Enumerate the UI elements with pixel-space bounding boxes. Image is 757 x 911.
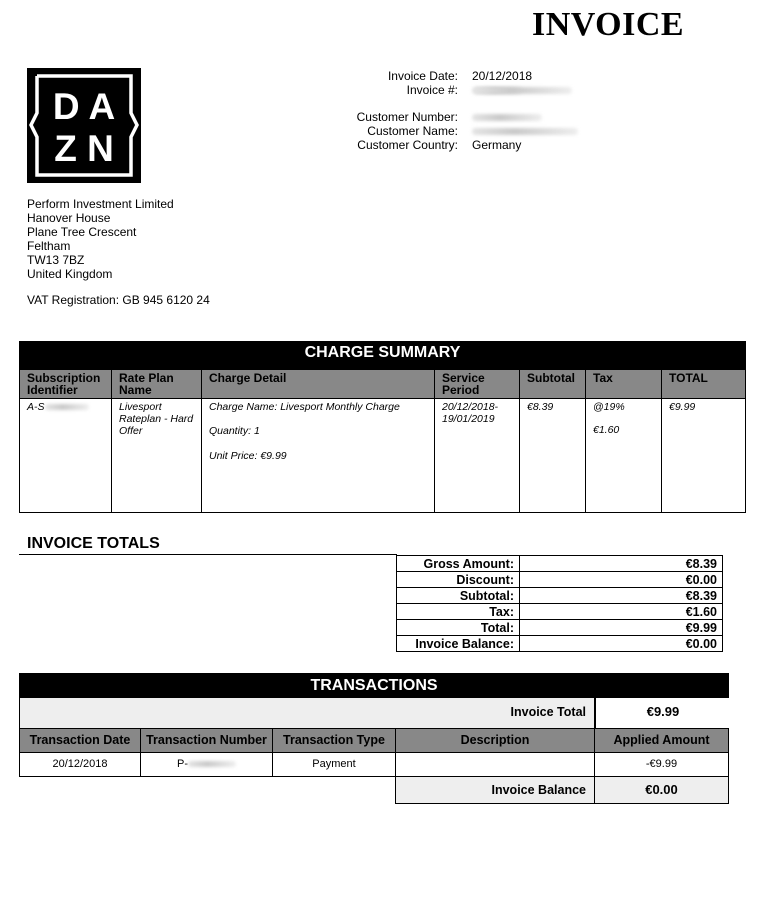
cell-transaction-type: Payment bbox=[272, 752, 396, 777]
col-subtotal bbox=[520, 370, 586, 512]
header-description: Description bbox=[395, 728, 595, 753]
customer-country-value: Germany bbox=[472, 138, 522, 152]
cell-description bbox=[395, 752, 595, 777]
address-line: Feltham bbox=[27, 239, 71, 253]
table-row bbox=[397, 588, 723, 604]
invoice-number-label: Invoice #: bbox=[406, 83, 458, 97]
address-line: United Kingdom bbox=[27, 267, 113, 281]
invoice-number-value bbox=[472, 83, 572, 97]
page-title: INVOICE bbox=[532, 6, 685, 43]
cell-transaction-date: 20/12/2018 bbox=[19, 752, 141, 777]
col-total bbox=[662, 370, 745, 512]
invoice-total-row bbox=[19, 698, 729, 728]
header-subscription: Subscription Identifier bbox=[20, 370, 111, 399]
redacted-mark bbox=[472, 87, 572, 94]
table-row bbox=[397, 572, 723, 588]
cell-service-period: 20/12/2018-19/01/2019 bbox=[442, 401, 499, 425]
customer-name-value bbox=[472, 124, 578, 138]
col-service-period bbox=[435, 370, 520, 512]
header-tax: Tax bbox=[586, 370, 661, 399]
redacted-mark bbox=[472, 114, 542, 121]
header-transaction-type: Transaction Type bbox=[272, 728, 396, 753]
totals-value: €1.60 bbox=[520, 604, 723, 620]
totals-value: €0.00 bbox=[520, 636, 723, 652]
cell-transaction-number: P- bbox=[140, 752, 273, 777]
tax-amount: €1.60 bbox=[593, 424, 620, 436]
redacted-mark bbox=[472, 128, 578, 135]
invoice-totals-title: INVOICE TOTALS bbox=[27, 535, 160, 552]
totals-value: €9.99 bbox=[520, 620, 723, 636]
table-row bbox=[397, 620, 723, 636]
totals-value: €8.39 bbox=[520, 588, 723, 604]
seller-address bbox=[27, 197, 174, 281]
col-charge-detail bbox=[202, 370, 435, 512]
header-subtotal: Subtotal bbox=[520, 370, 585, 399]
header-rate-plan: Rate Plan Name bbox=[112, 370, 201, 399]
header-total: TOTAL bbox=[662, 370, 745, 399]
charge-summary-title: CHARGE SUMMARY bbox=[20, 342, 745, 370]
header-transaction-date: Transaction Date bbox=[19, 728, 141, 753]
charge-unit-price: Unit Price: €9.99 bbox=[209, 450, 287, 462]
cell-charge-detail bbox=[202, 399, 434, 462]
address-line: Perform Investment Limited bbox=[27, 197, 174, 211]
customer-number-label: Customer Number: bbox=[356, 110, 458, 124]
invoice-totals-table bbox=[396, 555, 723, 652]
customer-country-label: Customer Country: bbox=[357, 138, 458, 152]
header-applied-amount: Applied Amount bbox=[594, 728, 729, 753]
redacted-mark bbox=[188, 761, 236, 767]
charge-quantity: Quantity: 1 bbox=[209, 425, 260, 437]
tax-rate: @19% bbox=[593, 401, 625, 413]
header-service-period: Service Period bbox=[435, 370, 519, 399]
col-subscription bbox=[20, 370, 112, 512]
invoice-date-value: 20/12/2018 bbox=[472, 69, 532, 97]
cell-total: €9.99 bbox=[669, 401, 696, 413]
totals-label: Invoice Balance: bbox=[397, 636, 520, 652]
cell-applied-amount: -€9.99 bbox=[594, 752, 729, 777]
cell-rate-plan: Livesport Rateplan - Hard Offer bbox=[119, 401, 194, 437]
header-charge-detail: Charge Detail bbox=[202, 370, 434, 399]
cell-tax bbox=[586, 399, 661, 436]
invoice-balance-label: Invoice Balance bbox=[395, 776, 595, 804]
header-transaction-number: Transaction Number bbox=[140, 728, 273, 753]
table-row bbox=[397, 556, 723, 572]
totals-label: Discount: bbox=[397, 572, 520, 588]
dazn-logo-mark bbox=[27, 68, 141, 183]
divider bbox=[19, 554, 397, 555]
totals-label: Total: bbox=[397, 620, 520, 636]
transactions-header-row bbox=[19, 728, 729, 753]
totals-value: €0.00 bbox=[520, 572, 723, 588]
redacted-mark bbox=[45, 404, 89, 410]
brand-logo bbox=[27, 68, 141, 183]
customer-number-value bbox=[472, 110, 542, 124]
address-line: Plane Tree Crescent bbox=[27, 225, 137, 239]
charge-summary-table bbox=[19, 341, 746, 513]
totals-value: €8.39 bbox=[520, 556, 723, 572]
invoice-date-label: Invoice Date: bbox=[387, 69, 458, 83]
logo-line-2: Z N bbox=[54, 128, 114, 169]
totals-label: Gross Amount: bbox=[397, 556, 520, 572]
col-rate-plan bbox=[112, 370, 202, 512]
invoice-total-label: Invoice Total bbox=[396, 698, 595, 728]
table-row bbox=[397, 604, 723, 620]
cell-subtotal: €8.39 bbox=[527, 401, 554, 413]
table-row bbox=[19, 752, 729, 777]
col-tax bbox=[586, 370, 662, 512]
cell-subscription: A-S bbox=[20, 399, 111, 413]
logo-line-1: D A bbox=[52, 86, 116, 127]
totals-label: Tax: bbox=[397, 604, 520, 620]
address-line: Hanover House bbox=[27, 211, 111, 225]
vat-registration: VAT Registration: GB 945 6120 24 bbox=[27, 293, 210, 307]
invoice-total-value: €9.99 bbox=[595, 698, 730, 728]
table-row bbox=[397, 636, 723, 652]
address-line: TW13 7BZ bbox=[27, 253, 85, 267]
customer-name-label: Customer Name: bbox=[367, 124, 458, 138]
transactions-title: TRANSACTIONS bbox=[19, 673, 729, 698]
totals-label: Subtotal: bbox=[397, 588, 520, 604]
invoice-balance-value: €0.00 bbox=[594, 776, 729, 804]
invoice-balance-row bbox=[19, 776, 729, 804]
charge-name: Charge Name: Livesport Monthly Charge bbox=[209, 401, 400, 413]
